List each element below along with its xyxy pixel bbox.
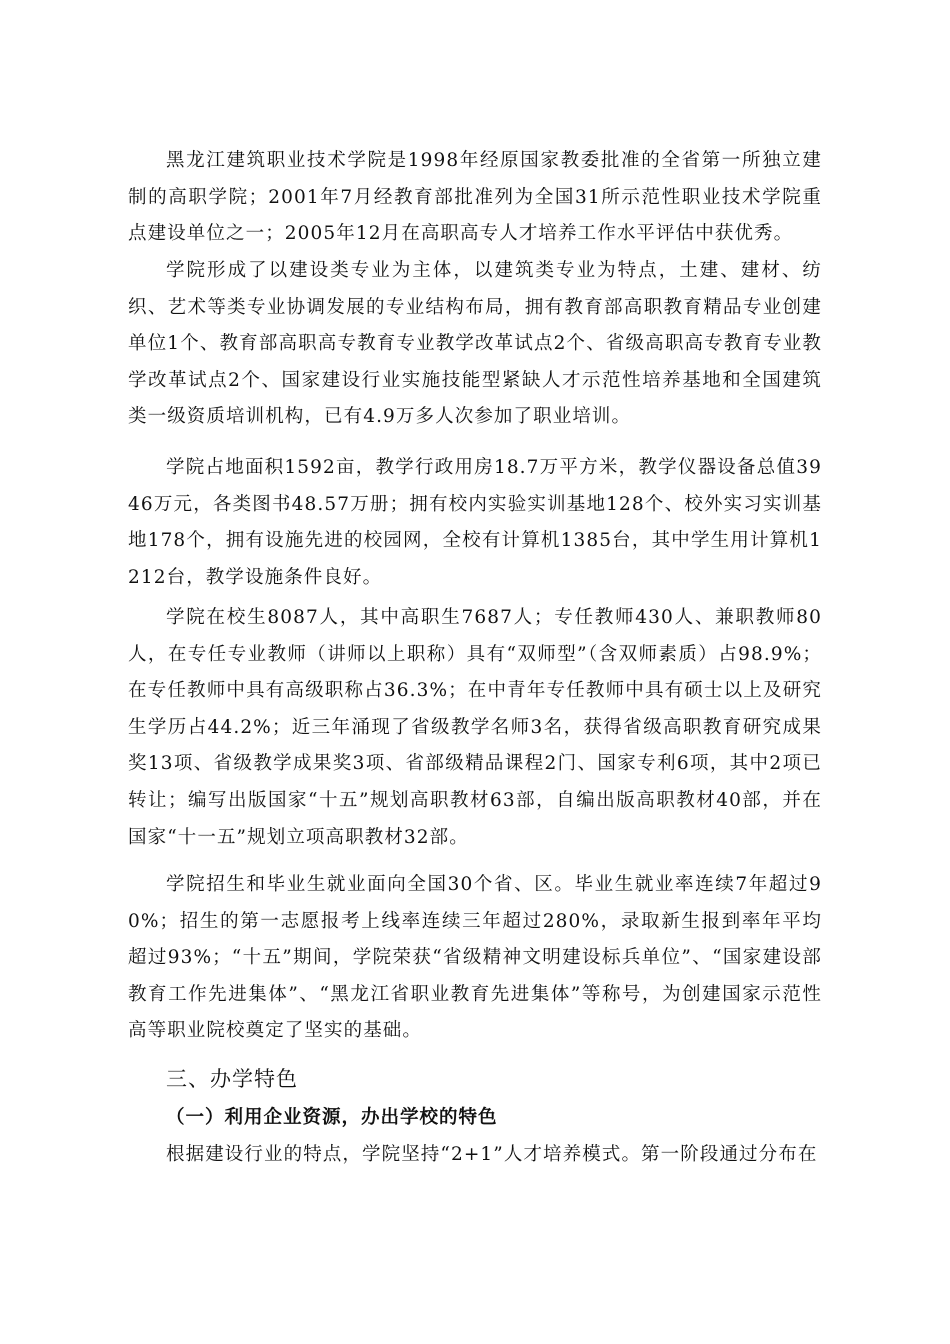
paragraph-training-model: 根据建设行业的特点，学院坚持“2+1”人才培养模式。第一阶段通过分布在 [166, 1144, 818, 1165]
paragraph-program-structure: 学院形成了以建设类专业为主体，以建筑类专业为特点，土建、建材、纺织、艺术等类专业协调发展的专业结构布局，拥有教育部高职教育精品专业创建单位1个、教育部高职高专教育专业教学改革试点2个、省级高职高专教育专业教学改革试点2个、国家建设行业实施技能型紧缺人才示范性培养基地和全国建筑类一级资质培训机构，已有4.9万多人次参加了职业培训。 [128, 260, 822, 428]
section-heading: 三、办学特色 [166, 1067, 298, 1091]
subsection-heading: （一）利用企业资源，办出学校的特色 [166, 1107, 498, 1128]
paragraph-students-faculty: 学院在校生8087人，其中高职生7687人；专任教师430人、兼职教师80人，在专任专业教师（讲师以上职称）具有“双师型”（含双师素质）占98.9%；在专任教师中具有高级职称占36.3%；在中青年专任教师中具有硕士以上及研究生学历占44.2%；近三年涌现了省级教学名师3名，获得省级高职教育研究成果奖13项、省级教学成果奖3项、省部级精品课程2门、国家专利6项，其中2项已转让；编写出版国家“十五”规划高职教材63部，自编出版高职教材40部，并在国家“十一五”规划立项高职教材32部。 [128, 607, 822, 848]
paragraph-campus-facilities: 学院占地面积1592亩，教学行政用房18.7万平方米，教学仪器设备总值3946万元，各类图书48.57万册；拥有校内实验实训基地128个、校外实习实训基地178个，拥有设施先进的校园网，全校有计算机1385台，其中学生用计算机1212台，教学设施条件良好。 [128, 457, 822, 588]
paragraph-college-history: 黑龙江建筑职业技术学院是1998年经原国家教委批准的全省第一所独立建制的高职学院；2001年7月经教育部批准列为全国31所示范性职业技术学院重点建设单位之一；2005年12月在高职高专人才培养工作水平评估中获优秀。 [128, 150, 822, 245]
paragraph-enrollment-employment: 学院招生和毕业生就业面向全国30个省、区。毕业生就业率连续7年超过90%；招生的第一志愿报考上线率连续三年超过280%，录取新生报到率年平均超过93%；“十五”期间，学院荣获“省级精神文明建设标兵单位”、“国家建设部教育工作先进集体”、“黑龙江省职业教育先进集体”等称号，为创建国家示范性高等职业院校奠定了坚实的基础。 [128, 874, 822, 1042]
